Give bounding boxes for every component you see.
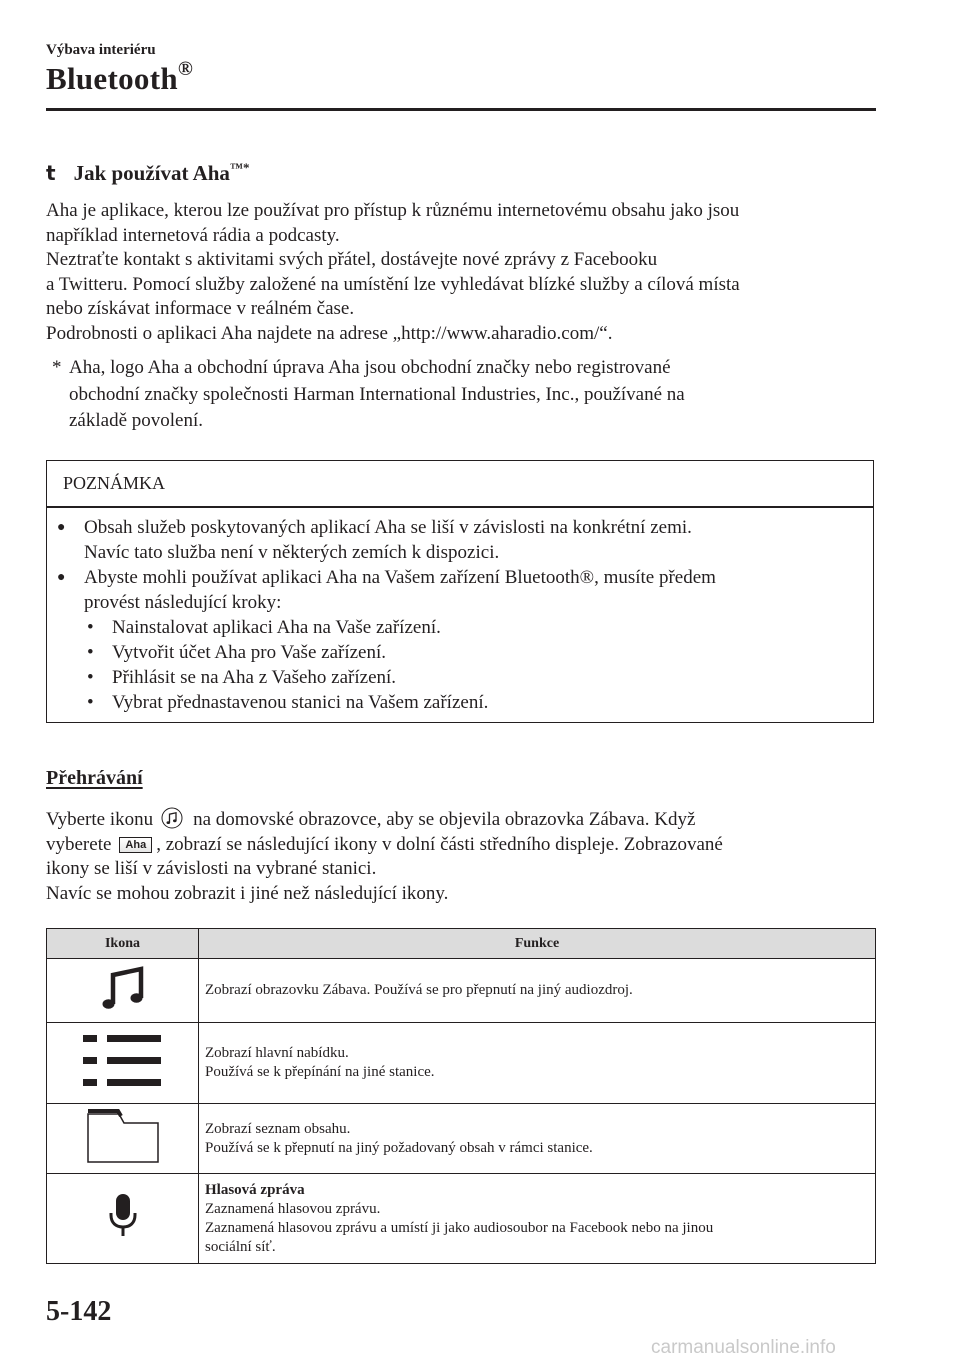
sub-bullet-icon: • [87,667,94,688]
table-row [47,1023,876,1104]
bullet-dot-icon: ● [57,520,66,535]
icon-cell [47,959,199,1023]
icon-cell [47,1174,199,1264]
note-divider [47,506,873,508]
icon-cell [47,1104,199,1174]
intro-line: nebo získávat informace v reálném čase. [46,298,355,319]
function-line: Zaznamená hlasovou zprávu. [205,1200,381,1217]
section-label: Výbava interiéru [46,42,156,58]
playback-heading: Přehrávání [46,767,143,789]
function-line: Používá se k přepnutí na jiný požadovaný obsah v rámci stanice. [205,1139,593,1156]
note-sub-bullet [57,640,857,665]
note-bullet-line: Abyste mohli používat aplikaci Aha na Vašem zařízení Bluetooth®, musíte předem [84,567,716,588]
registered-mark: ® [177,58,194,80]
playback-paragraph [46,807,886,906]
note-bullet [57,565,857,615]
note-sub-bullet [57,665,857,690]
function-line: Zaznamená hlasovou zprávu a umístí ji jako audiosoubor na Facebook nebo na jinou [205,1219,714,1236]
trademark-footnote [52,355,882,435]
function-line: Používá se k přepínání na jiné stanice. [205,1064,435,1080]
note-bullet-line: Obsah služeb poskytovaných aplikací Aha se liší v závislosti na konkrétní zemi. [84,517,692,538]
playback-text: , zobrazí se následující ikony v dolní části středního displeje. Zobrazované [156,833,723,855]
section-heading-text: Jak používat Aha [73,161,230,185]
footnote-line: základě povolení. [69,410,204,431]
page-number: 5-142 [46,1296,112,1327]
note-title: POZNÁMKA [63,473,166,493]
note-sub-bullet-text: Přihlásit se na Aha z Vašeho zařízení. [112,667,397,688]
note-sub-bullet-text: Vytvořit účet Aha pro Vaše zařízení. [112,642,387,663]
intro-line: Aha je aplikace, kterou lze používat pro přístup k různému internetovému obsahu jako jsou [46,200,740,221]
sub-bullet-icon: • [87,692,94,713]
intro-line: a Twitteru. Pomocí služby založené na umístění lze vyhledávat blízké služby a cílová místa [46,273,740,295]
microphone-icon [108,1193,138,1239]
playback-text: vyberete [46,833,112,855]
function-cell [199,959,876,1023]
function-line: Zobrazí obrazovku Zábava. Používá se pro přepnutí na jiný audiozdroj. [205,982,633,998]
footnote-line: Aha, logo Aha a obchodní úprava Aha jsou obchodní značky nebo registrované [69,357,671,378]
footnote-line: obchodní značky společnosti Harman International Industries, Inc., používané na [69,383,685,405]
footnote-star: * [52,357,62,378]
playback-line: ikony se liší v závislosti na vybrané stanici. [46,858,377,879]
function-line: sociální síť. [205,1238,276,1255]
playback-line: Navíc se mohou zobrazit i jiné než následující ikony. [46,882,449,904]
note-sub-bullet [57,690,857,715]
intro-line: Podrobnosti o aplikaci Aha najdete na adrese „http://www.aharadio.com/“. [46,322,613,344]
function-title: Hlasová zpráva [205,1181,305,1198]
note-sub-bullet-text: Vybrat přednastavenou stanici na Vašem zařízení. [112,692,489,713]
music-note-icon [98,963,148,1013]
playback-text: na domovské obrazovce, aby se objevila obrazovka Zábava. Když [193,809,696,830]
note-sub-bullet-text: Nainstalovat aplikaci Aha na Vaše zařízení. [112,617,441,638]
title-rule [46,108,876,111]
note-bullet-line: provést následující kroky: [84,592,282,613]
function-cell [199,1023,876,1104]
intro-paragraph [46,199,886,346]
folder-icon [86,1108,160,1164]
aha-button-icon: Aha [119,837,152,853]
intro-line: například internetová rádia a podcasty. [46,224,340,246]
note-bullet-line: Navíc tato služba není v některých zemích k dispozici. [84,542,500,563]
note-sub-bullet [57,615,857,640]
sub-bullet-icon: • [87,642,94,663]
bullet-dot-icon: ● [57,570,66,585]
page-title-text: Bluetooth [46,61,178,96]
note-body [57,515,857,715]
header-function: Funkce [199,929,876,959]
playback-line [46,833,886,858]
watermark: carmanualsonline.info [651,1337,836,1358]
function-line: Zobrazí hlavní nabídku. [205,1045,349,1061]
page-title [46,58,193,97]
trademark-mark: ™* [229,160,250,175]
header-icon: Ikona [47,929,199,959]
playback-text: Vyberte ikonu [46,809,154,830]
menu-list-icon [83,1033,163,1087]
entertainment-music-icon [161,807,183,829]
table-header-row [47,929,876,959]
playback-line [46,807,886,833]
sub-bullet-icon: • [87,617,94,638]
table-row [47,959,876,1023]
note-bullet [57,515,857,565]
intro-line: Neztraťte kontakt s aktivitami svých přátel, dostávejte nové zprávy z Facebooku [46,249,658,270]
icon-function-table [46,928,876,1264]
note-box [46,460,874,723]
icon-cell [47,1023,199,1104]
section-heading [46,160,249,186]
section-marker: t [46,161,56,185]
function-cell [199,1104,876,1174]
table-row [47,1174,876,1264]
table-row [47,1104,876,1174]
function-line: Zobrazí seznam obsahu. [205,1120,351,1137]
function-cell [199,1174,876,1264]
